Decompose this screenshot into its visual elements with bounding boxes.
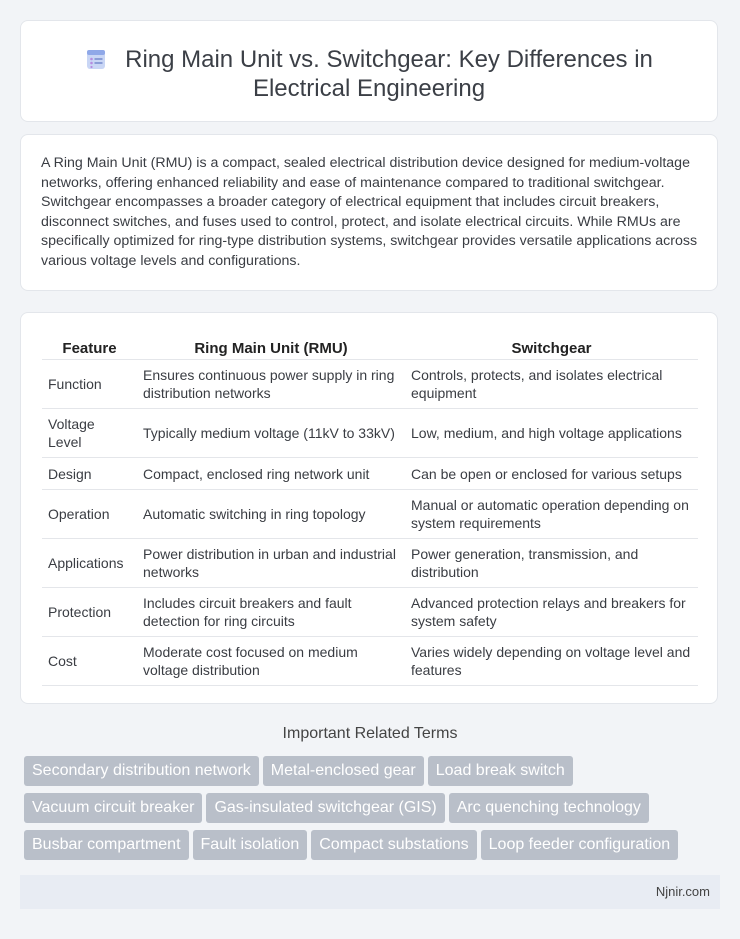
table-row [42,636,698,686]
comparison-table [42,333,698,686]
table-row [42,457,698,489]
table-row [42,489,698,538]
table-row [42,408,698,457]
cell-rmu: Automatic switching in ring topology [137,489,405,538]
related-terms-title: Important Related Terms [282,725,458,742]
table-row [42,359,698,408]
cell-feature: Applications [42,538,137,587]
related-term-tag[interactable]: Metal-enclosed gear [263,756,424,786]
comparison-card [20,312,718,704]
cell-feature: Voltage Level [42,408,137,457]
related-term-tag[interactable]: Load break switch [428,756,573,786]
cell-rmu: Ensures continuous power supply in ring distribution networks [137,359,405,408]
cell-rmu: Power distribution in urban and industrial networks [137,538,405,587]
related-term-tag[interactable]: Fault isolation [193,830,308,860]
cell-feature: Operation [42,489,137,538]
title-line-1: Ring Main Unit vs. Switchgear: Key Differences in [125,46,653,73]
title-card [20,20,718,122]
document-list-icon [85,48,107,70]
related-term-tag[interactable]: Secondary distribution network [24,756,259,786]
cell-rmu: Includes circuit breakers and fault detection for ring circuits [137,587,405,636]
cell-feature: Design [42,457,137,489]
header-feature: Feature [62,340,117,357]
intro-card [20,134,718,291]
related-term-tag[interactable]: Vacuum circuit breaker [24,793,202,823]
related-term-tag[interactable]: Compact substations [311,830,476,860]
cell-rmu: Moderate cost focused on medium voltage distribution [137,636,405,686]
table-row [42,538,698,587]
title-line-2: Electrical Engineering [252,75,486,102]
page-title [21,45,717,103]
cell-switchgear: Controls, protects, and isolates electrical equipment [405,359,698,408]
intro-paragraph: A Ring Main Unit (RMU) is a compact, sealed electrical distribution device designed for medium-voltage networks, offering enhanced reliability and ease of maintenance compared to traditional switchgear. Switchgear encompasses a broader category of electrical equipment that includes circuit breakers, disconnect switches, and fuses used to control, protect, and isolate electrical circuits. While RMUs are specifically optimized for ring-type distribution systems, switchgear provides versatile applications across various voltage levels and configurations. [41,155,698,269]
footer [20,875,720,909]
related-term-tag[interactable]: Arc quenching technology [449,793,649,823]
related-term-tag[interactable]: Loop feeder configuration [481,830,678,860]
related-terms-list [24,756,704,867]
cell-feature: Cost [42,636,137,686]
tag-row [24,793,704,830]
tag-row [24,830,704,867]
header-rmu: Ring Main Unit (RMU) [194,340,348,357]
cell-feature: Function [42,359,137,408]
header-switchgear: Switchgear [511,340,592,357]
cell-switchgear: Varies widely depending on voltage level and features [405,636,698,686]
table-header-row [42,333,698,359]
table-row [42,587,698,636]
cell-rmu: Compact, enclosed ring network unit [137,457,405,489]
cell-switchgear: Can be open or enclosed for various setups [405,457,698,489]
cell-feature: Protection [42,587,137,636]
cell-switchgear: Power generation, transmission, and distribution [405,538,698,587]
cell-switchgear: Advanced protection relays and breakers for system safety [405,587,698,636]
related-term-tag[interactable]: Busbar compartment [24,830,189,860]
tag-row [24,756,704,793]
cell-rmu: Typically medium voltage (11kV to 33kV) [137,408,405,457]
related-term-tag[interactable]: Gas-insulated switchgear (GIS) [206,793,444,823]
cell-switchgear: Manual or automatic operation depending on system requirements [405,489,698,538]
cell-switchgear: Low, medium, and high voltage applications [405,408,698,457]
footer-site-link[interactable]: Njnir.com [655,884,710,899]
